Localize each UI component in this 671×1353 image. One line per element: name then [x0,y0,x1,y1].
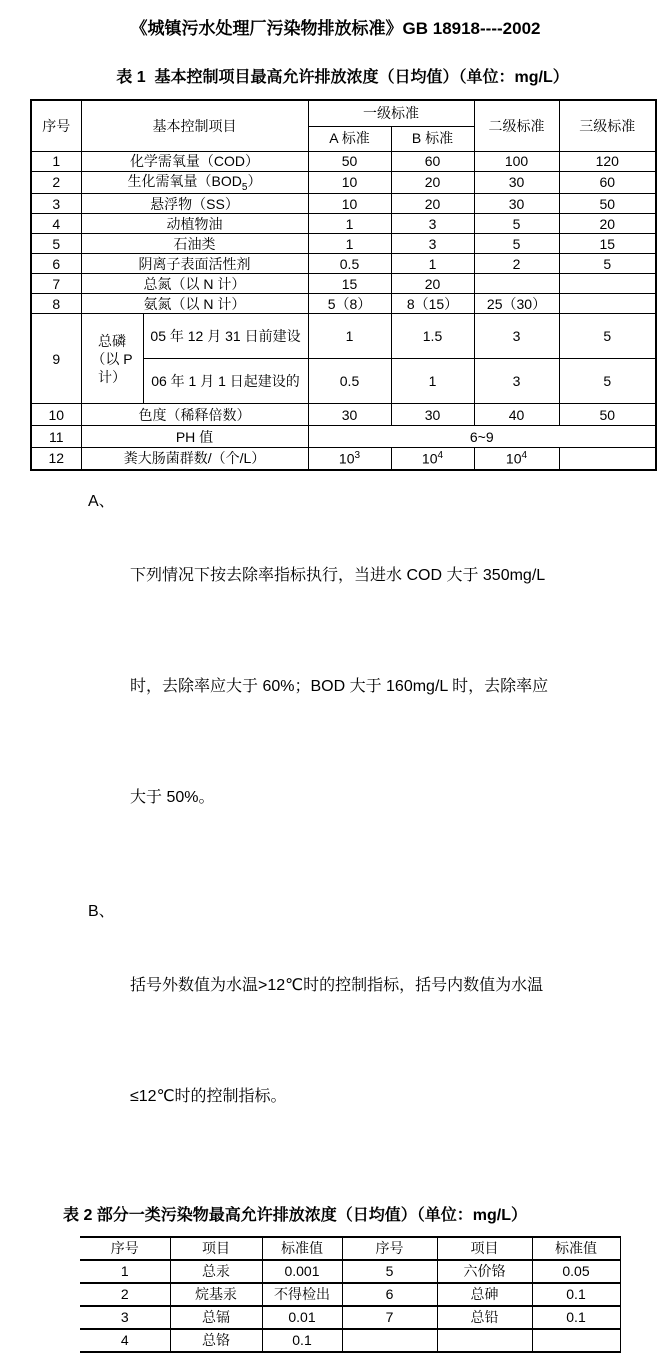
t1-row11-merged-value: 6~9 [308,426,656,448]
note-b-label: B、 [88,902,115,920]
t1-row9-condition: 06 年 1 月 1 日起建设的 [143,359,308,404]
t2-cell: 总铬 [170,1329,262,1352]
t1-cell: 1 [391,359,474,404]
t1-cell [559,294,656,314]
t1-value-exponent: 3 [354,450,361,462]
t2-header-row [80,1237,620,1260]
notes-section [0,483,671,1189]
t1-cell: 15 [559,234,656,254]
t1-name-part: 生化需氧量（BOD [127,172,242,189]
t1-cell: 8（15） [391,294,474,314]
t1-cell: 20 [391,171,474,194]
t1-header-seq: 序号 [31,100,81,151]
t2-cell: 0.01 [262,1306,342,1329]
t1-cell: 1 [308,234,391,254]
t1-row-10 [31,404,656,426]
t1-cell: 10 [308,171,391,194]
table2-caption: 表 2 部分一类污染物最高允许排放浓度（日均值）（单位：mg/L） [63,1206,528,1224]
t1-header-b: B 标准 [391,126,474,151]
t1-row-7 [31,274,656,294]
t1-row-name: 动植物油 [81,214,308,234]
note-line: 下列情况下按去除率指标执行，当进水 COD 大于 350mg/L [130,566,546,584]
t1-cell: 30 [391,404,474,426]
t2-cell [532,1329,620,1352]
t2-cell: 总汞 [170,1260,262,1283]
t1-cell: 5 [474,234,559,254]
t1-row-no: 12 [31,448,81,470]
t1-cell [559,448,656,470]
t1-cell: 15 [308,274,391,294]
t2-row [80,1306,620,1329]
t1-cell: 20 [391,274,474,294]
t1-cell: 30 [474,194,559,214]
t1-cell: 60 [391,151,474,171]
t1-cell: 100 [474,151,559,171]
t1-row-no: 1 [31,151,81,171]
t2-cell [342,1329,437,1352]
t1-cell: 1.5 [391,314,474,359]
t2-cell: 0.1 [532,1306,620,1329]
table1-caption: 表 1 基本控制项目最高允许排放浓度（日均值）（单位：mg/L） [116,69,569,86]
t1-cell [308,448,391,470]
t2-header-value-right: 标准值 [532,1237,620,1260]
t1-cell: 3 [474,359,559,404]
t1-header-level1: 一级标准 [308,100,474,126]
t2-cell: 0.1 [532,1283,620,1306]
t2-cell: 总镉 [170,1306,262,1329]
t2-header-seq-right: 序号 [342,1237,437,1260]
t2-header-item-left: 项目 [170,1237,262,1260]
t1-header-a: A 标准 [308,126,391,151]
t1-cell: 3 [474,314,559,359]
t1-cell: 60 [559,171,656,194]
t1-row-no: 8 [31,294,81,314]
t1-row-name: PH 值 [81,426,308,448]
t1-row-no: 7 [31,274,81,294]
t2-cell: 6 [342,1283,437,1306]
t2-row [80,1283,620,1306]
t1-row-12 [31,448,656,470]
t2-cell: 0.05 [532,1260,620,1283]
t1-row-11 [31,426,656,448]
t1-row-name: 氨氮（以 N 计） [81,294,308,314]
t1-row-no: 11 [31,426,81,448]
t1-header-level3: 三级标准 [559,100,656,151]
note-b-text [130,893,618,1189]
t1-row-6 [31,254,656,274]
t1-row-3 [31,194,656,214]
t1-cell: 3 [391,234,474,254]
t2-header-value-left: 标准值 [262,1237,342,1260]
t1-row-no: 6 [31,254,81,274]
t1-row-8 [31,294,656,314]
t1-row-name: 阴离子表面活性剂 [81,254,308,274]
t2-cell: 7 [342,1306,437,1329]
t1-row-name: 色度（稀释倍数） [81,404,308,426]
t1-row9-condition: 05 年 12 月 31 日前建设 [143,314,308,359]
t1-value-exponent: 4 [437,450,444,462]
table1 [30,99,657,471]
t1-row-name: 总氮（以 N 计） [81,274,308,294]
t2-cell: 2 [80,1283,170,1306]
t1-row-no: 2 [31,171,81,194]
t1-cell [391,448,474,470]
t1-row-no: 4 [31,214,81,234]
note-line: ≤12℃时的控制指标。 [130,1087,287,1105]
document-title: 《城镇污水处理厂污染物排放标准》GB 18918----2002 [130,19,541,38]
note-line: 时，去除率应大于 60%；BOD 大于 160mg/L 时，去除率应 [130,677,549,695]
t1-row-no: 9 [31,314,81,404]
t1-cell: 3 [391,214,474,234]
t1-value-base: 10 [421,450,438,467]
t1-cell: 25（30） [474,294,559,314]
t1-row-name: 粪大肠菌群数/（个/L） [81,448,308,470]
t2-cell: 0.1 [262,1329,342,1352]
t1-row-no: 5 [31,234,81,254]
table2 [80,1236,621,1353]
t2-cell: 1 [80,1260,170,1283]
t1-name-part: ） [247,172,262,189]
t2-cell: 六价铬 [437,1260,532,1283]
t1-row-4 [31,214,656,234]
t1-cell [559,274,656,294]
note-a [88,483,618,890]
t2-cell: 不得检出 [262,1283,342,1306]
t1-row-2 [31,171,656,194]
t2-header-seq-left: 序号 [80,1237,170,1260]
t1-value-base: 10 [505,450,522,467]
t1-row-name [81,171,308,194]
t1-row-no: 3 [31,194,81,214]
t1-cell: 50 [308,151,391,171]
note-line: 大于 50%。 [130,788,215,806]
t1-row-5 [31,234,656,254]
t1-cell: 30 [474,171,559,194]
t2-cell: 总砷 [437,1283,532,1306]
t1-cell [474,448,559,470]
t1-cell: 20 [391,194,474,214]
t1-row-name: 悬浮物（SS） [81,194,308,214]
t1-cell: 1 [391,254,474,274]
t1-row-1 [31,151,656,171]
t1-row9-group: 总磷 （以 P 计） [81,314,143,404]
t1-value-exponent: 4 [521,450,528,462]
t2-cell: 0.001 [262,1260,342,1283]
t2-header-item-right: 项目 [437,1237,532,1260]
t2-cell: 5 [342,1260,437,1283]
t1-cell: 120 [559,151,656,171]
t2-cell: 4 [80,1329,170,1352]
t1-row-name: 石油类 [81,234,308,254]
t1-row-name: 化学需氧量（COD） [81,151,308,171]
t2-cell: 3 [80,1306,170,1329]
note-a-label: A、 [88,492,115,510]
t1-cell: 5 [474,214,559,234]
t2-cell: 总铅 [437,1306,532,1329]
note-a-text [130,483,618,890]
t1-cell: 30 [308,404,391,426]
t1-cell: 20 [559,214,656,234]
t1-cell: 50 [559,404,656,426]
t1-cell: 5 [559,359,656,404]
t1-cell [474,274,559,294]
t1-cell: 0.5 [308,359,391,404]
t1-row-9a [31,314,656,359]
t1-cell: 1 [308,314,391,359]
t1-header-item: 基本控制项目 [81,100,308,151]
t1-value-base: 10 [338,450,355,467]
t1-header-level2: 二级标准 [474,100,559,151]
t2-row [80,1329,620,1352]
t1-cell: 5 [559,314,656,359]
t2-row [80,1260,620,1283]
t1-cell: 2 [474,254,559,274]
t1-cell: 50 [559,194,656,214]
t1-cell: 1 [308,214,391,234]
t2-cell [437,1329,532,1352]
t2-cell: 烷基汞 [170,1283,262,1306]
t1-name-subscript: 5 [241,181,248,193]
t1-cell: 10 [308,194,391,214]
t1-cell: 5 [559,254,656,274]
note-b [88,893,618,1189]
t1-cell: 5（8） [308,294,391,314]
t1-cell: 40 [474,404,559,426]
note-line: 括号外数值为水温>12℃时的控制指标，括号内数值为水温 [130,976,544,994]
t1-row-no: 10 [31,404,81,426]
t1-cell: 0.5 [308,254,391,274]
